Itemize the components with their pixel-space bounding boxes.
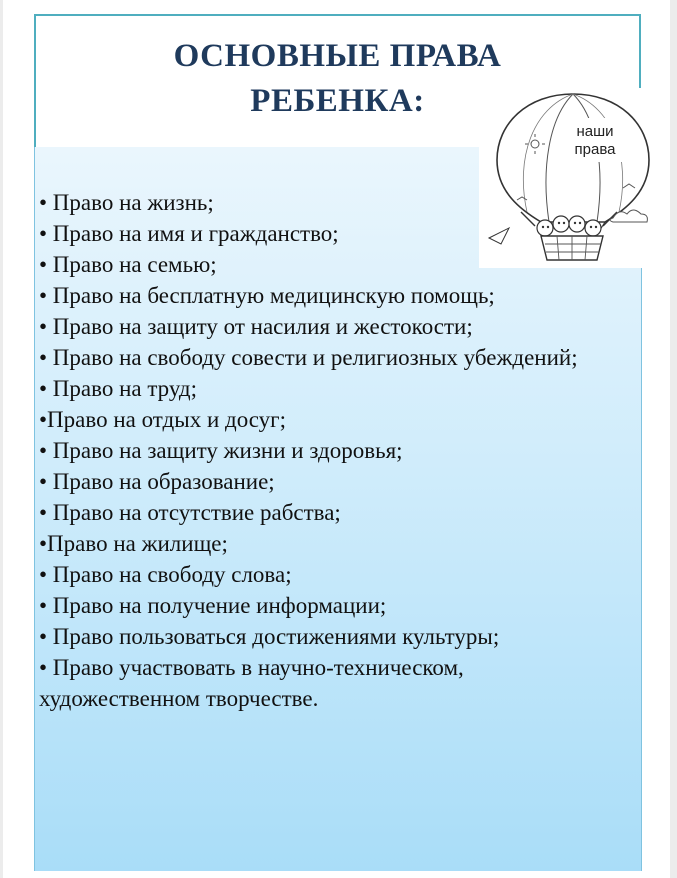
title-line-1: ОСНОВНЫЕ ПРАВА: [173, 38, 502, 74]
list-item: •Право на жилище;: [39, 531, 228, 556]
balloon-illustration: [479, 88, 667, 268]
list-item: • Право на отсутствие рабства;: [39, 500, 341, 525]
balloon-label-line-2: права: [574, 141, 616, 158]
list-item: • Право на жизнь;: [39, 190, 214, 215]
list-item: • Право на свободу слова;: [39, 562, 292, 587]
hot-air-balloon-icon: [479, 88, 667, 268]
balloon-label-line-1: наши: [576, 123, 614, 140]
list-item: •Право на отдых и досуг;: [39, 407, 287, 432]
list-item: • Право на бесплатную медицинскую помощь;: [39, 283, 495, 308]
title-line-2: РЕБЕНКА:: [250, 83, 425, 119]
list-item: • Право на свободу совести и религиозных убеждений;: [39, 345, 578, 370]
list-item: • Право на защиту от насилия и жестокости;: [39, 314, 473, 339]
list-item: • Право на имя и гражданство;: [39, 221, 339, 246]
list-item: • Право на получение информации;: [39, 593, 387, 618]
list-item: • Право участвовать в научно-техническом, художественном творчестве.: [39, 655, 464, 711]
list-item: • Право на защиту жизни и здоровья;: [39, 438, 403, 463]
list-item: • Право на образование;: [39, 469, 275, 494]
list-item: • Право пользоваться достижениями культуры;: [39, 624, 500, 649]
list-item: • Право на семью;: [39, 252, 217, 277]
list-item: • Право на труд;: [39, 376, 198, 401]
